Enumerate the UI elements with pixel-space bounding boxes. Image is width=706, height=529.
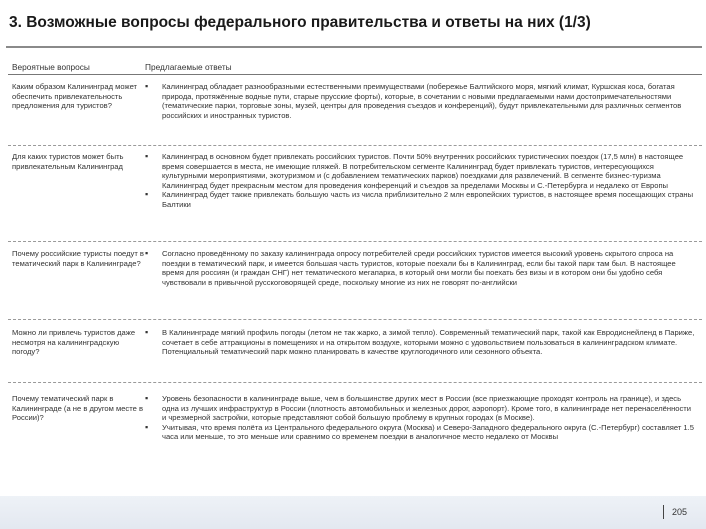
row-divider xyxy=(8,145,702,146)
answer-bullet xyxy=(144,249,696,287)
question-text: Можно ли привлечь туристов даже несмотря на калининградскую погоду? xyxy=(12,328,136,357)
page-number: 205 xyxy=(672,507,688,517)
row-divider xyxy=(8,382,702,383)
answer-block xyxy=(144,394,696,442)
answer-text: Калининград обладает разнообразными естественными преимуществами (побережье Балтийского моря, мягкий климат, Куршская коса, богатая природа, протяжённые водные пути, старые прусские форты), которые, в сочетании с новыми предлагаемыми нами достопримечательностями (тематические парки, торговые зоны, музей, центры для проведения съездов и конференций), будут привлекательными для различных сегментов российских и иностранных туристов. xyxy=(162,82,682,120)
answer-text: В Калининграде мягкий профиль погоды (летом не так жарко, а зимой тепло). Современный тематический парк, такой как Евродиснейленд в Париже, сочетает в себе аттракционы в помещениях и на открытом воздухе, которыми можно с удовольствием пользоваться в калининградском климате. Потенциальный тематический парк можно планировать в качестве круглогодичного или сезонного объекта. xyxy=(162,328,695,357)
answer-text: Согласно проведённому по заказу калининграда опросу потребителей среди российских туристов имеется высокий уровень скрытого спроса на поездки в тематический парк, и имеется большая часть туристов, которые поехали бы в Калининград, если бы такой парк там был. В настоящее время для россиян (и граждан СНГ) нет тематического мегапарка, в который они могли бы поехать без визы и в котором они бы удобно себя чувствовали в привычной русскоговорящей среде, поскольку многие из них не говорят по-английски xyxy=(162,249,676,287)
bullet-icon: ▪ xyxy=(145,189,149,200)
answers-column-header: Предлагаемые ответы xyxy=(145,62,232,72)
question-text: Почему российские туристы поедут в тематический парк в Калининграде? xyxy=(12,249,144,268)
row-divider xyxy=(8,241,702,242)
answer-text: Уровень безопасности в калининграде выше, чем в большинстве других мест в России (все приезжающие проходят контроль на границе), и здесь одна из лучших инфраструктур в России (плотность автомобильных и железных дорог, аэропорт). Кроме того, в калининграде нет перенаселённости и чрезмерной застройки, которые представляют собой большую проблему в крупных городах (в Москве). xyxy=(162,394,692,423)
header-divider xyxy=(8,74,702,75)
answer-bullet xyxy=(144,190,696,209)
question-text: Для каких туристов может быть привлекательным Калининград xyxy=(12,152,124,171)
answer-bullet xyxy=(144,152,696,190)
answer-block xyxy=(144,152,696,210)
bullet-icon: ▪ xyxy=(145,393,149,403)
question-text: Почему тематический парк в Калининграде (а не в другом месте в России)? xyxy=(12,394,143,423)
answer-text: Учитывая, что время полёта из Центрального федерального округа (Москва) и Северо-Западного федерального округа (С.-Петербург) составляет 1.5 часа или меньше, то это меньше или сравнимо со временем поездки в аналогичное место недалеко от Москвы xyxy=(162,422,694,442)
answer-text: Калининград в основном будет привлекать российских туристов. Почти 50% внутренних российских туристических поездок (17,5 млн) в настоящее время совершается в места, не имеющие пляжей. В потребительском сегменте Калининград будет привлекать туристов, интересующихся культурными мероприятиями, экотуризмом и (с добавлением тематических парков) поездками для развлечений. В сегменте бизнес-туризма Калининград будет прекрасным местом для проведения конференций и съездов за пределами Москвы и С.-Петербурга и недалеко от Европы xyxy=(162,152,684,190)
answer-bullet xyxy=(144,328,696,357)
answer-block xyxy=(144,82,696,120)
question-text: Каким образом Калининград может обеспечить привлекательность предложения для туристов? xyxy=(12,82,138,111)
answer-text: Калининград будет также привлекать большую часть из числа приблизительно 2 млн европейских туристов, в настоящее время посещающих страны Балтики xyxy=(162,190,694,209)
row-divider xyxy=(8,319,702,320)
answer-block xyxy=(144,328,696,357)
footer-bar xyxy=(0,496,706,529)
answer-block xyxy=(144,249,696,287)
bullet-icon: ▪ xyxy=(145,81,149,91)
page-title: 3. Возможные вопросы федерального правительства и ответы на них (1/3) xyxy=(9,14,591,31)
title-divider xyxy=(6,46,702,48)
answer-bullet xyxy=(144,423,696,442)
bullet-icon: ▪ xyxy=(145,421,149,432)
answer-bullet xyxy=(144,394,696,423)
bullet-icon: ▪ xyxy=(145,151,149,161)
page-number-divider xyxy=(663,505,664,519)
answer-bullet xyxy=(144,82,696,120)
questions-column-header: Вероятные вопросы xyxy=(12,62,90,72)
bullet-icon: ▪ xyxy=(145,248,149,258)
bullet-icon: ▪ xyxy=(145,327,149,337)
title-bar xyxy=(0,0,706,56)
